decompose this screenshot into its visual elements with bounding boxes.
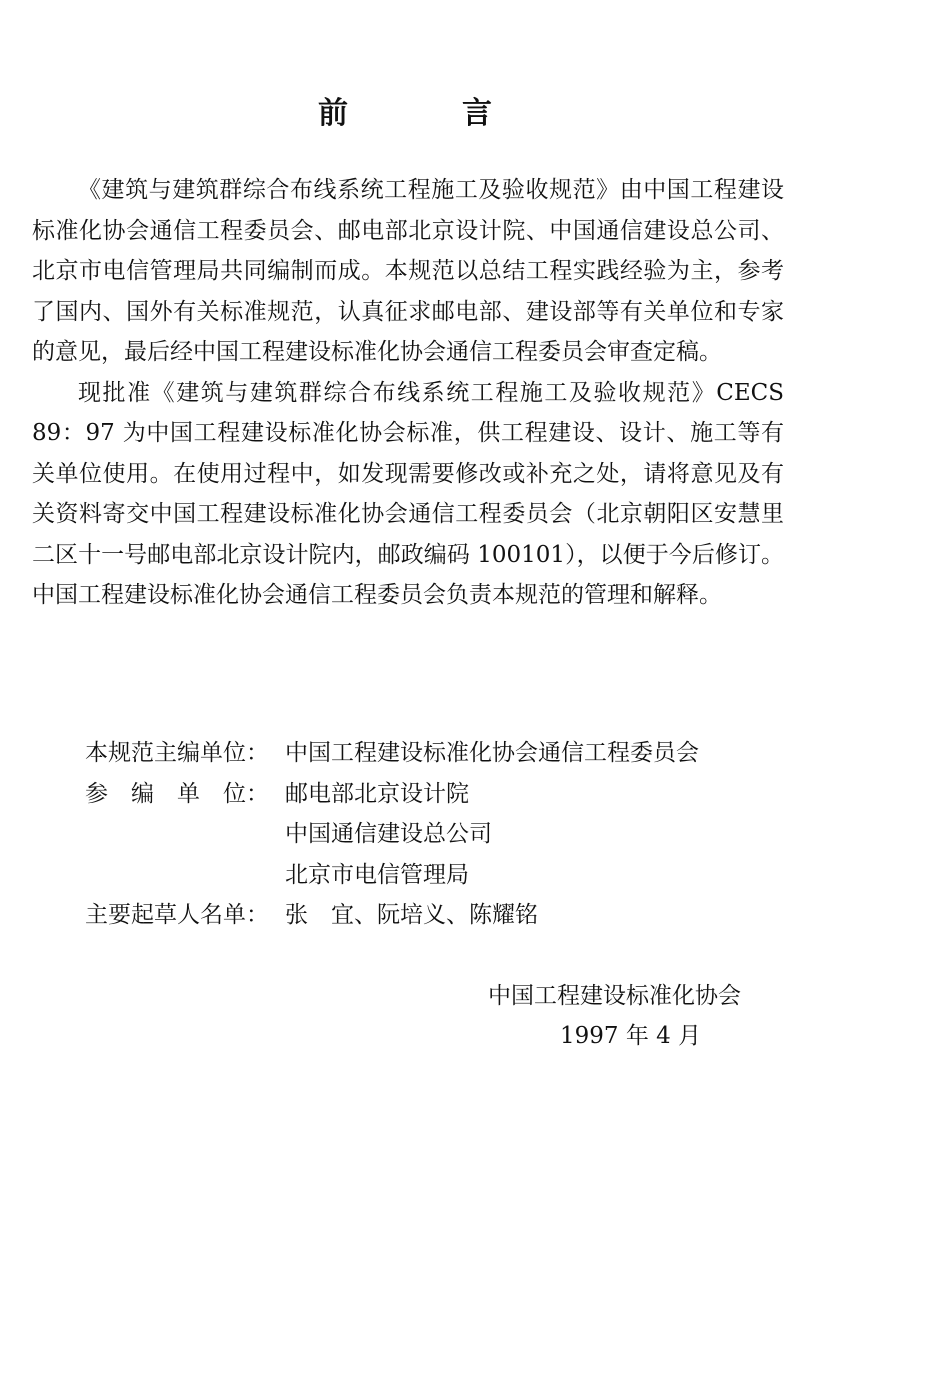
title-char-1: 前 xyxy=(318,96,348,131)
drafters-row xyxy=(85,895,845,936)
participant-label-spacer xyxy=(85,814,285,855)
participant-label-spacer xyxy=(85,855,285,896)
preface-body xyxy=(32,170,784,616)
preface-paragraph-1: 《建筑与建筑群综合布线系统工程施工及验收规范》由中国工程建设标准化协会通信工程委员会、邮电部北京设计院、中国通信建设总公司、北京市电信管理局共同编制而成。本规范以总结工程实践经验为主，参考了国内、国外有关标准规范，认真征求邮电部、建设部等有关单位和专家的意见，最后经中国工程建设标准化协会通信工程委员会审查定稿。 xyxy=(32,177,784,365)
title-char-2: 言 xyxy=(462,96,492,131)
participant-value-3: 北京市电信管理局 xyxy=(285,861,469,888)
credits-block xyxy=(85,733,845,936)
drafters-value: 张 宜、阮培义、陈耀铭 xyxy=(285,902,538,928)
participant-value-2: 中国通信建设总公司 xyxy=(285,821,492,847)
signature-block xyxy=(488,976,808,1056)
participant-row xyxy=(85,814,845,855)
chief-editor-value: 中国工程建设标准化协会通信工程委员会 xyxy=(285,740,699,766)
participant-row xyxy=(85,855,845,896)
signature-date: 1997 年 4 月 xyxy=(560,1023,702,1049)
chief-editor-label: 本规范主编单位： xyxy=(85,740,269,766)
participant-value-1: 邮电部北京设计院 xyxy=(285,780,469,807)
participant-label: 参 编 单 位： xyxy=(85,780,269,807)
participant-row xyxy=(85,774,845,815)
drafters-label: 主要起草人名单： xyxy=(85,902,269,928)
preface-paragraph-2: 现批准《建筑与建筑群综合布线系统工程施工及验收规范》CECS 89：97 为中国工程建设标准化协会标准，供工程建设、设计、施工等有关单位使用。在使用过程中，如发现需要修改或补充之处，请将意见及有关资料寄交中国工程建设标准化协会通信工程委员会（北京朝阳区安慧里二区十一号邮电部北京设计院内，邮政编码 100101），以便于今后修订。中国工程建设标准化协会通信工程委员会负责本规范的管理和解释。 xyxy=(32,379,784,608)
chief-editor-row xyxy=(85,733,845,774)
signature-organization: 中国工程建设标准化协会 xyxy=(488,983,741,1009)
